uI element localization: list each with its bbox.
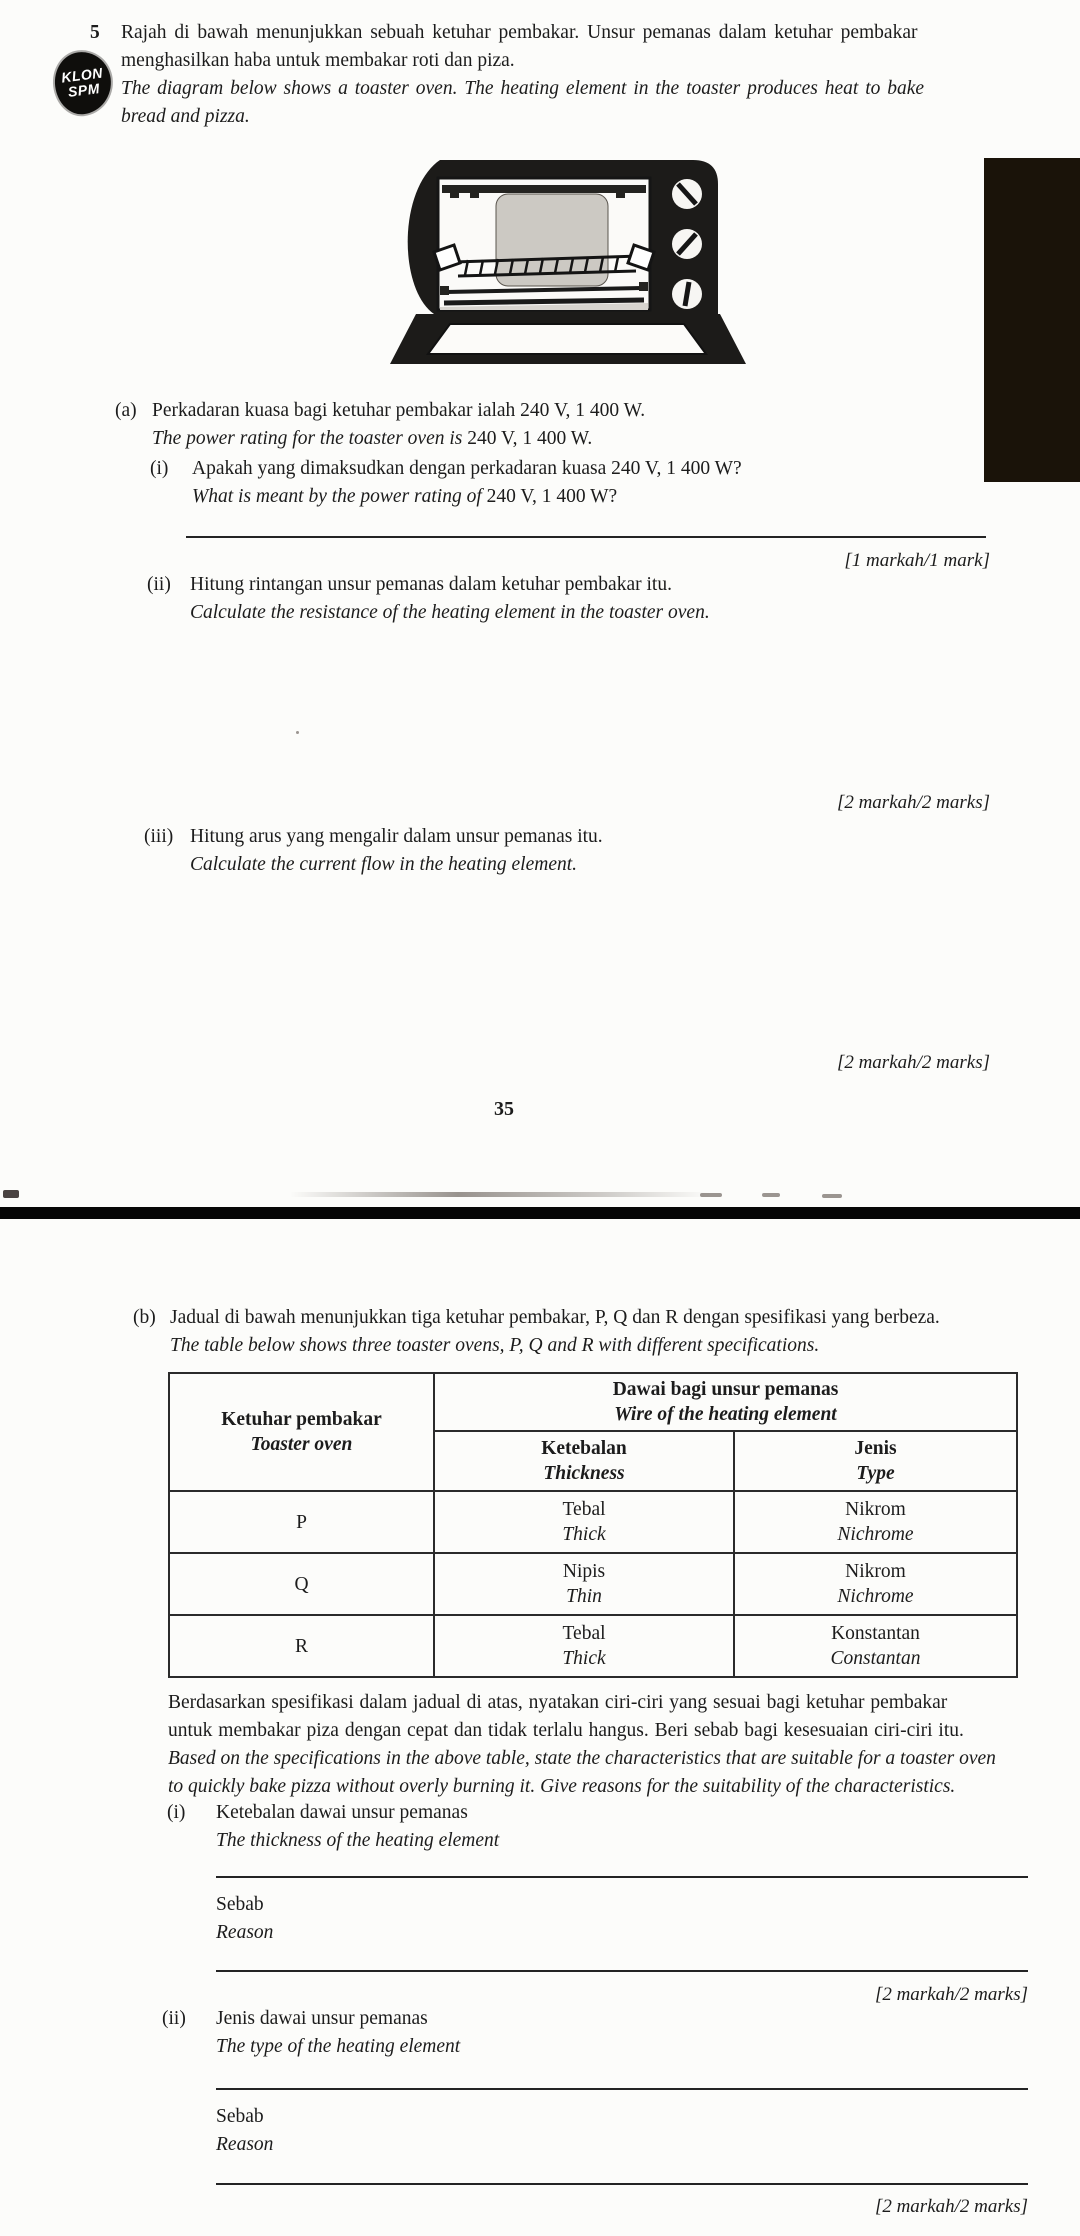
thickness-cell: Tebal Thick — [434, 1615, 734, 1677]
scan-speck — [700, 1193, 722, 1197]
table-corner-header: Ketuhar pembakar Toaster oven — [169, 1373, 434, 1491]
type-cell: Nikrom Nichrome — [734, 1491, 1017, 1553]
part-b-ii-label: (ii) — [162, 2008, 186, 2029]
part-a-statement-en: The power rating for the toaster oven is 240 V, 1 400 W. — [152, 428, 593, 449]
part-b-i-en: The thickness of the heating element — [216, 1830, 500, 1851]
part-a-i-label: (i) — [150, 458, 169, 479]
oven-name-cell: Q — [169, 1553, 434, 1615]
badge-line2: SPM — [67, 80, 101, 100]
marks-a-i: [1 markah/1 mark] — [844, 550, 990, 571]
part-a-ii-label: (ii) — [147, 574, 171, 595]
answer-line — [216, 2183, 1028, 2185]
type-cell: Nikrom Nichrome — [734, 1553, 1017, 1615]
table-header-type: Jenis Type — [734, 1431, 1017, 1491]
open-door — [390, 314, 746, 364]
table-span-header: Dawai bagi unsur pemanas Wire of the heating element — [434, 1373, 1017, 1431]
part-b-label: (b) — [133, 1307, 156, 1328]
part-a-label: (a) — [115, 400, 137, 421]
answer-line — [216, 2088, 1028, 2090]
instruction-ms-line2: untuk membakar piza dengan cepat dan tidak terlalu hangus. Beri sebab bagi kesesuaian ciri-ciri itu. — [168, 1720, 964, 1741]
table-row — [169, 1553, 1017, 1615]
part-a-iii-ms: Hitung arus yang mengalir dalam unsur pemanas itu. — [190, 826, 603, 847]
table-row — [169, 1491, 1017, 1553]
scan-speck — [762, 1193, 780, 1197]
marks-b-ii: [2 markah/2 marks] — [874, 2196, 1028, 2217]
instruction-en-line1: Based on the specifications in the above table, state the characteristics that are suitable for a toaster oven — [168, 1748, 996, 1769]
part-a-i-ms: Apakah yang dimaksudkan dengan perkadaran kuasa 240 V, 1 400 W? — [192, 458, 742, 479]
page-number: 35 — [494, 1098, 514, 1120]
part-a-ii-ms: Hitung rintangan unsur pemanas dalam ketuhar pembakar itu. — [190, 574, 672, 595]
part-b-statement-en: The table below shows three toaster ovens, P, Q and R with different specifications. — [170, 1335, 820, 1356]
answer-line — [216, 1970, 1028, 1972]
specifications-table — [168, 1372, 1018, 1678]
control-knobs — [672, 179, 702, 309]
scan-artifact-black-block — [984, 158, 1080, 482]
part-b-ii-ms: Jenis dawai unsur pemanas — [216, 2008, 428, 2029]
scan-speck — [822, 1194, 842, 1198]
intro-en-line2: bread and pizza. — [121, 106, 250, 127]
marks-a-ii: [2 markah/2 marks] — [836, 792, 990, 813]
intro-ms-line2: menghasilkan haba untuk membakar roti dan piza. — [121, 50, 515, 71]
part-b-statement-ms: Jadual di bawah menunjukkan tiga ketuhar pembakar, P, Q dan R dengan spesifikasi yang berbeza. — [170, 1307, 940, 1328]
badge-line1: KLON — [60, 64, 104, 86]
part-a-i-en: What is meant by the power rating of 240 V, 1 400 W? — [192, 486, 618, 507]
page-separator-bar — [0, 1207, 1080, 1219]
scan-smudge — [290, 1192, 710, 1197]
reason-label: Reason — [216, 2134, 274, 2155]
answer-line — [186, 536, 986, 538]
oven-name-cell: R — [169, 1615, 434, 1677]
answer-line — [216, 1876, 1028, 1878]
table-row — [169, 1615, 1017, 1677]
part-b-ii-en: The type of the heating element — [216, 2036, 461, 2057]
part-a-ii-en: Calculate the resistance of the heating element in the toaster oven. — [190, 602, 710, 623]
marks-b-i: [2 markah/2 marks] — [874, 1984, 1028, 2005]
part-b-i-ms: Ketebalan dawai unsur pemanas — [216, 1802, 468, 1823]
intro-en-line1: The diagram below shows a toaster oven. The heating element in the toaster produces heat to bake — [121, 78, 925, 99]
intro-ms-line1: Rajah di bawah menunjukkan sebuah ketuhar pembakar. Unsur pemanas dalam ketuhar pembakar — [121, 22, 918, 43]
instruction-ms-line1: Berdasarkan spesifikasi dalam jadual di atas, nyatakan ciri-ciri yang sesuai bagi ketuhar pembakar — [168, 1692, 948, 1713]
oven-name-cell: P — [169, 1491, 434, 1553]
part-b-i-label: (i) — [167, 1802, 186, 1823]
toaster-oven-figure — [388, 152, 748, 370]
type-cell: Konstantan Constantan — [734, 1615, 1017, 1677]
part-a-statement-ms: Perkadaran kuasa bagi ketuhar pembakar ialah 240 V, 1 400 W. — [152, 400, 646, 421]
klon-spm-stamp-icon — [51, 49, 114, 117]
reason-label: Reason — [216, 1922, 274, 1943]
question-number: 5 — [90, 22, 100, 43]
scan-speck — [3, 1190, 19, 1198]
part-a-iii-label: (iii) — [144, 826, 174, 847]
thickness-cell: Nipis Thin — [434, 1553, 734, 1615]
sebab-label: Sebab — [216, 2106, 264, 2127]
part-a-iii-en: Calculate the current flow in the heating element. — [190, 854, 578, 875]
thickness-cell: Tebal Thick — [434, 1491, 734, 1553]
instruction-en-line2: to quickly bake pizza without overly burning it. Give reasons for the suitability of the characteristics. — [168, 1776, 956, 1797]
marks-a-iii: [2 markah/2 marks] — [836, 1052, 990, 1073]
table-header-thickness: Ketebalan Thickness — [434, 1431, 734, 1491]
scan-speck — [296, 731, 299, 734]
sebab-label: Sebab — [216, 1894, 264, 1915]
